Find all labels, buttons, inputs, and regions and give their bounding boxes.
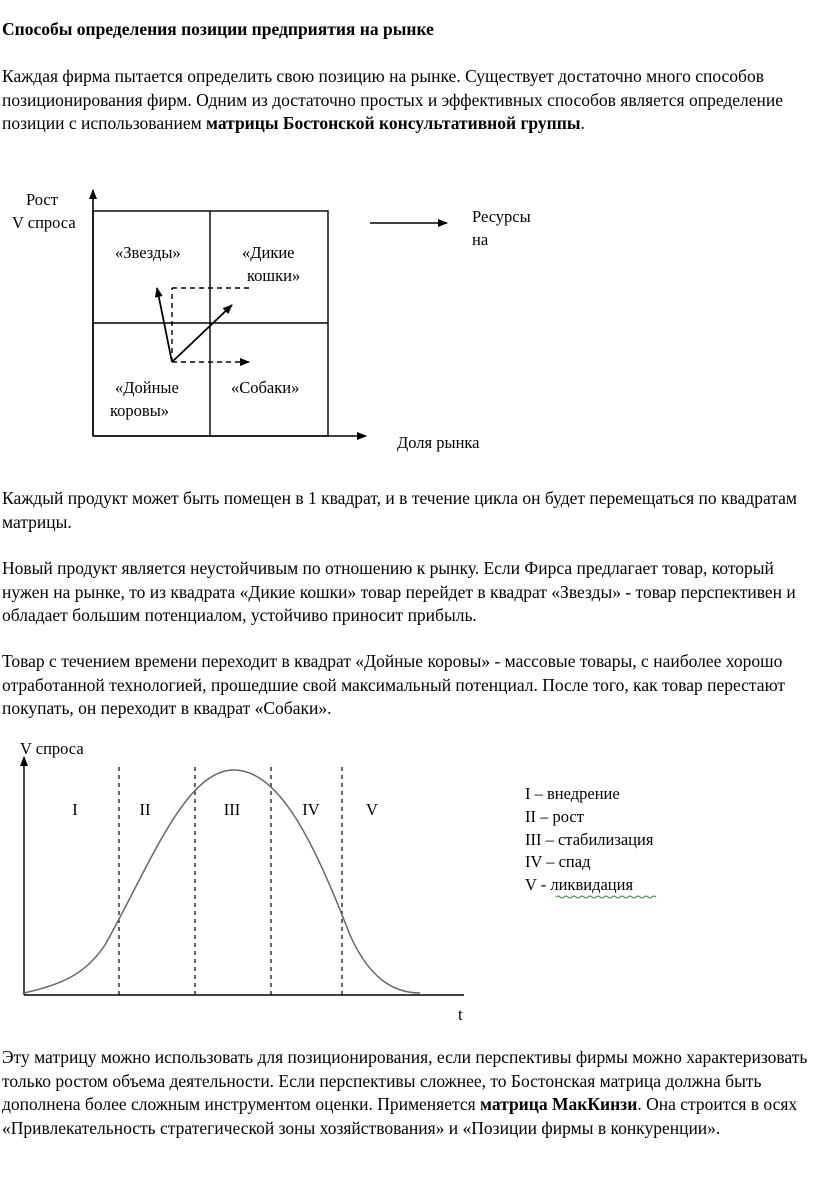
intro-end: .	[580, 113, 585, 133]
lifecycle-y-label: V спроса	[20, 739, 84, 758]
paragraph-5	[2, 1046, 814, 1140]
stage-label-1: I	[72, 800, 78, 819]
paragraph-5-end: . Она строится в осях «Привлекательность стратегической зоны хозяйствования» и «Позиции фирмы в конкуренции».	[2, 1094, 798, 1138]
lifecycle-curve	[24, 770, 420, 993]
intro-paragraph	[2, 65, 814, 136]
stage-label-4: IV	[302, 800, 320, 819]
paragraph-3: Новый продукт является неустойчивым по отношению к рынку. Если Фирса предлагает товар, который нужен на рынке, то из квадрата «Дикие кошки» товар перейдет в квадрат «Звезды» - товар перспективен и обладает большим потенциалом, устойчиво приносит прибыль.	[2, 558, 796, 625]
legend-item-1: I – внедрение	[525, 784, 620, 803]
stage-label-2: II	[139, 800, 151, 819]
lifecycle-x-label: t	[458, 1005, 463, 1024]
paragraph-2: Каждый продукт может быть помещен в 1 квадрат, и в течение цикла он будет перемещаться по квадратам матрицы.	[2, 488, 797, 532]
legend-item-4: IV – спад	[525, 852, 591, 871]
quadrant-wild-cats-1: «Дикие	[242, 243, 295, 262]
stage-label-3: III	[223, 800, 241, 819]
stage-label-5: V	[366, 800, 378, 819]
arrow-to-wild-cats	[172, 305, 232, 362]
quadrant-stars: «Звезды»	[115, 243, 181, 262]
paragraph-5-text: Эту матрицу можно использовать для позиционирования, если перспективы фирмы можно характеризовать только ростом объема деятельности. Если перспективы сложнее, то Бостонская матрица должна быть дополнена более сложным инструментом оценки. Применяется	[2, 1047, 808, 1114]
quadrant-cows-1: «Дойные	[115, 378, 179, 397]
resources-label-2: на	[472, 230, 489, 249]
quadrant-cows-2: коровы»	[110, 401, 170, 420]
bcg-matrix-figure	[0, 178, 816, 458]
lifecycle-figure	[0, 735, 816, 1030]
paragraph-4: Товар с течением времени переходит в квадрат «Дойные коровы» - массовые товары, с наиболее хорошо отработанной технологией, прошедшие свой максимальный потенциал. После того, как товар перестают покупать, он переходит в квадрат «Собаки».	[2, 651, 786, 718]
mckinsey-matrix-term: матрица МакКинзи	[480, 1094, 638, 1114]
page-title: Способы определения позиции предприятия на рынке	[2, 19, 434, 39]
arrow-to-stars	[157, 288, 172, 362]
legend-item-2: II – рост	[525, 807, 584, 826]
y-label-growth: Рост	[26, 190, 58, 209]
x-label-share: Доля рынка	[397, 433, 480, 452]
intro-text: Каждая фирма пытается определить свою позицию на рынке. Существует достаточно много способов позиционирования фирм. Одним из достаточно простых и эффективных способов является определение позиции с использованием	[2, 66, 784, 133]
quadrant-dogs: «Собаки»	[231, 378, 300, 397]
resources-label: Ресурсы	[472, 207, 531, 226]
bcg-matrix-term: матрицы Бостонской консультативной группы	[206, 113, 581, 133]
y-label-demand: V спроса	[12, 213, 76, 232]
legend-item-3: III – стабилизация	[525, 830, 654, 849]
legend-item-5: V - ликвидация	[525, 875, 634, 894]
quadrant-wild-cats-2: кошки»	[247, 266, 301, 285]
